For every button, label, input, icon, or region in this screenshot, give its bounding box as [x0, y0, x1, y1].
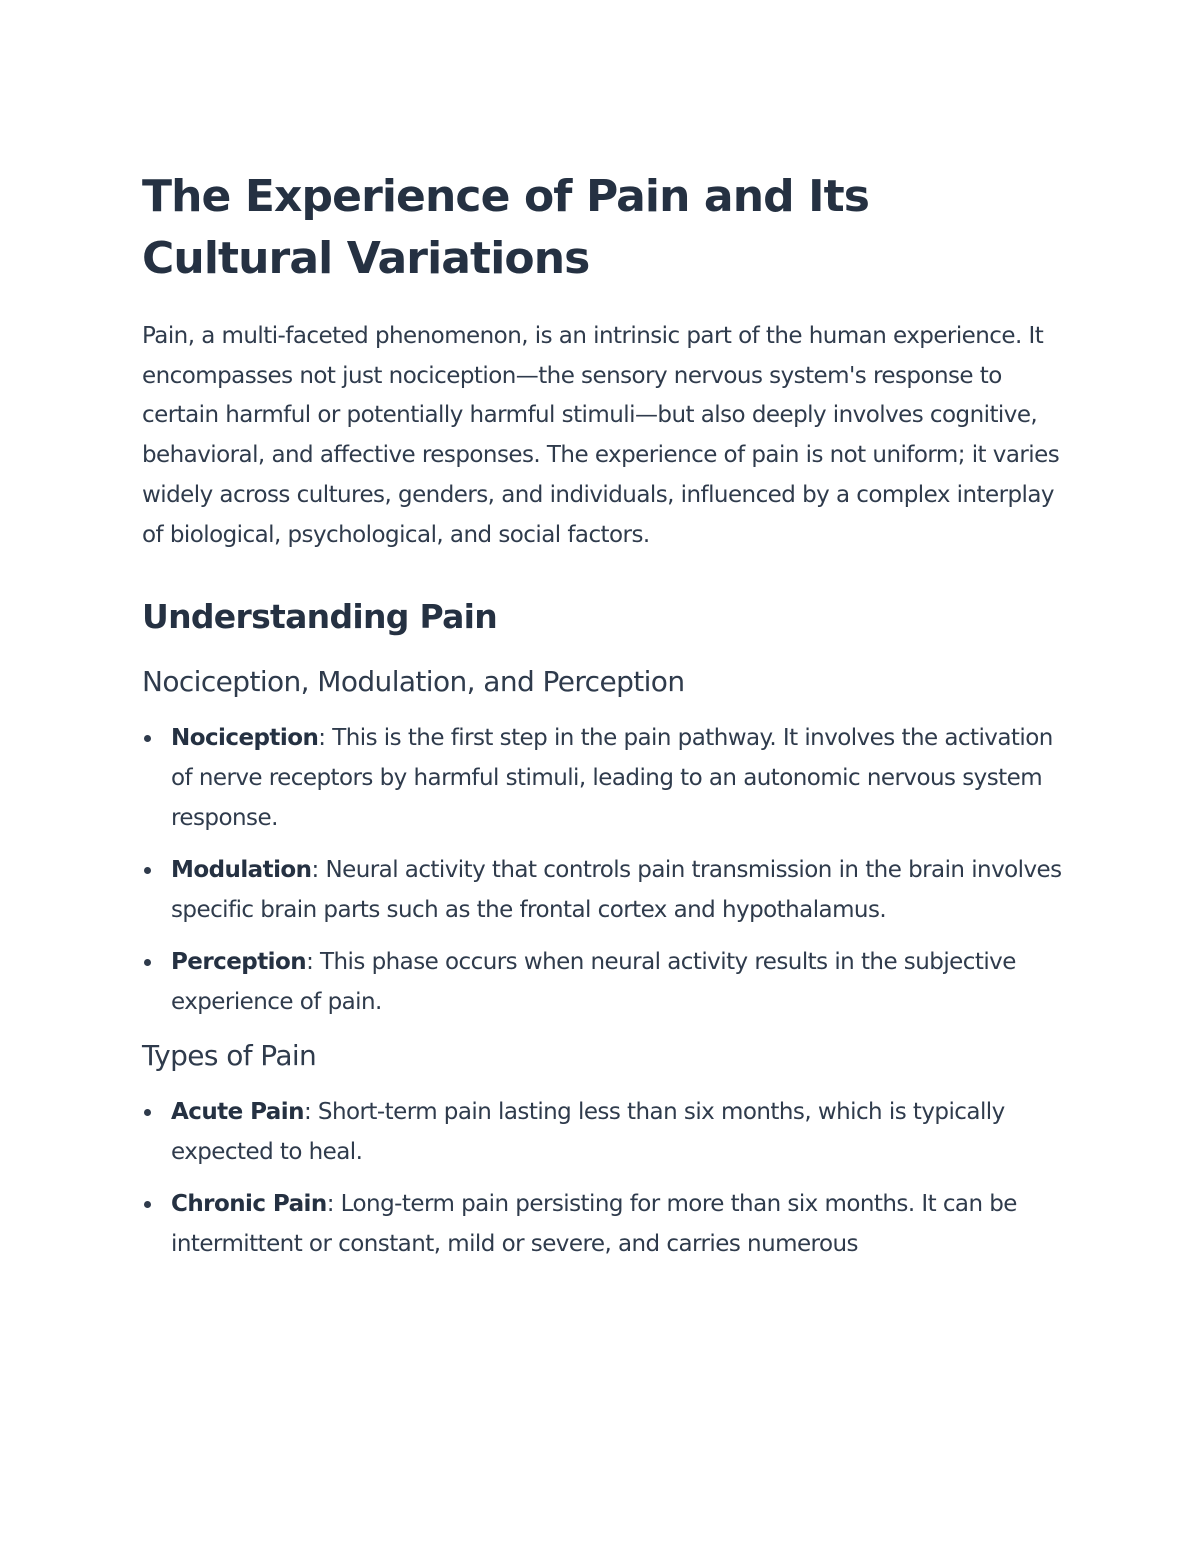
list-item	[142, 1184, 1067, 1264]
list-item-term: Acute Pain	[171, 1099, 304, 1126]
bullet-icon	[144, 959, 151, 966]
list-item-term: Nociception	[171, 725, 319, 752]
bullet-icon	[144, 867, 151, 874]
list-item-text: : This phase occurs when neural activity results in the subjective experience of pain.	[171, 949, 1016, 1016]
list-item-term: Modulation	[171, 857, 312, 884]
list-item	[142, 1092, 1067, 1172]
bullet-icon	[144, 1201, 151, 1208]
list-item	[142, 718, 1067, 838]
nociception-list	[142, 718, 1067, 1022]
list-item-term: Chronic Pain	[171, 1191, 327, 1218]
list-item-text: : Long-term pain persisting for more than six months. It can be intermittent or constant, mild or severe, and carries numerous	[171, 1191, 1017, 1258]
types-list	[142, 1092, 1067, 1264]
list-item-term: Perception	[171, 949, 307, 976]
bullet-icon	[144, 1109, 151, 1116]
list-item-text: : This is the first step in the pain pathway. It involves the activation of nerve receptors by harmful stimuli, leading to an autonomic nervous system response.	[171, 725, 1053, 832]
page-title: The Experience of Pain and Its Cultural Variations	[142, 171, 870, 284]
list-item	[142, 850, 1067, 930]
list-item-text: : Short-term pain lasting less than six months, which is typically expected to heal.	[171, 1099, 1005, 1166]
subsection-heading-types: Types of Pain	[142, 1039, 317, 1073]
list-item	[142, 942, 1067, 1022]
document-page	[142, 166, 1067, 1276]
section-heading: Understanding Pain	[142, 597, 498, 637]
list-item-text: : Neural activity that controls pain transmission in the brain involves specific brain parts such as the frontal cortex and hypothalamus.	[171, 857, 1062, 924]
bullet-icon	[144, 735, 151, 742]
subsection-heading-nociception: Nociception, Modulation, and Perception	[142, 665, 685, 699]
intro-paragraph: Pain, a multi-faceted phenomenon, is an intrinsic part of the human experience. It encompasses not just nociception—the sensory nervous system's response to certain harmful or potentially harmful stimuli—but also deeply involves cognitive, behavioral, and affective responses. The experience of pain is not uniform; it varies widely across cultures, genders, and individuals, influenced by a complex interplay of biological, psychological, and social factors.	[142, 323, 1060, 548]
